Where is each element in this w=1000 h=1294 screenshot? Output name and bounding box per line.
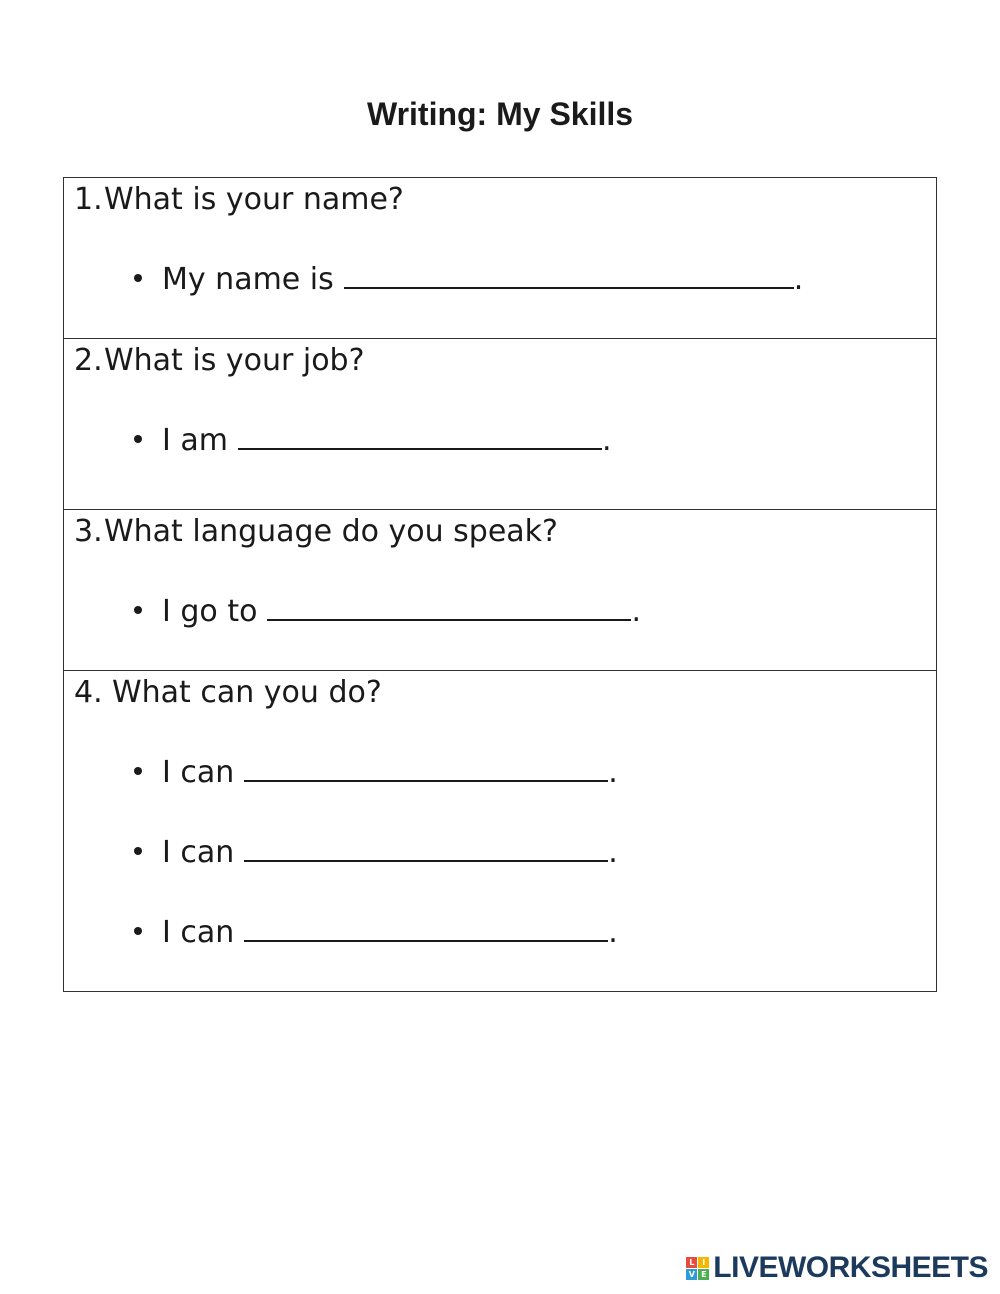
bullet-icon — [134, 435, 142, 443]
answer-line-4c — [134, 915, 618, 951]
question-number: 2. — [74, 343, 103, 378]
answer-blank-skill-3[interactable] — [244, 916, 608, 942]
answer-line-1 — [134, 262, 803, 298]
question-row-1 — [64, 178, 936, 339]
question-text: What language do you speak? — [104, 514, 558, 549]
answer-line-4a — [134, 755, 618, 791]
answer-blank-skill-1[interactable] — [244, 756, 608, 782]
bullet-icon — [134, 847, 142, 855]
logo-mark-letter: V — [686, 1269, 697, 1280]
answer-blank-name[interactable] — [344, 263, 794, 289]
bullet-icon — [134, 606, 142, 614]
answer-blank-job[interactable] — [238, 424, 602, 450]
answer-prompt: I am — [162, 423, 228, 458]
worksheet-title: Writing: My Skills — [366, 96, 634, 132]
answer-blank-skill-2[interactable] — [244, 836, 608, 862]
question-number: 4. — [74, 675, 103, 710]
bullet-icon — [134, 927, 142, 935]
answer-line-4b — [134, 835, 618, 871]
answer-prompt: I can — [162, 755, 235, 790]
answer-prompt: I go to — [162, 594, 258, 629]
answer-line-3 — [134, 594, 641, 630]
question-text: What is your job? — [104, 343, 365, 378]
answer-end: . — [608, 835, 618, 870]
answer-end: . — [631, 594, 641, 629]
answer-prompt: I can — [162, 915, 235, 950]
question-number: 3. — [74, 514, 103, 549]
answer-end: . — [602, 423, 612, 458]
logo-mark-letter: E — [698, 1269, 709, 1280]
question-text: What is your name? — [104, 182, 404, 217]
question-1 — [74, 182, 404, 218]
answer-prompt: My name is — [162, 262, 334, 297]
question-4 — [74, 675, 382, 711]
question-number: 1. — [74, 182, 103, 217]
question-row-2 — [64, 339, 936, 510]
answer-blank-language[interactable] — [267, 595, 631, 621]
question-row-4 — [64, 671, 936, 991]
answer-end: . — [608, 755, 618, 790]
answer-end: . — [793, 262, 804, 297]
liveworksheets-logo — [686, 1252, 988, 1284]
logo-text: LIVEWORKSHEETS — [713, 1251, 988, 1284]
question-text: What can you do? — [112, 675, 382, 710]
logo-mark-letter: L — [686, 1257, 697, 1268]
bullet-icon — [134, 767, 142, 775]
logo-mark-letter: I — [698, 1257, 709, 1268]
answer-end: . — [608, 915, 618, 950]
question-3 — [74, 514, 558, 550]
question-row-3 — [64, 510, 936, 671]
answer-line-2 — [134, 423, 612, 459]
answer-prompt: I can — [162, 835, 235, 870]
questions-table — [63, 177, 937, 992]
question-2 — [74, 343, 365, 379]
bullet-icon — [134, 274, 142, 282]
logo-mark-icon — [686, 1257, 709, 1280]
